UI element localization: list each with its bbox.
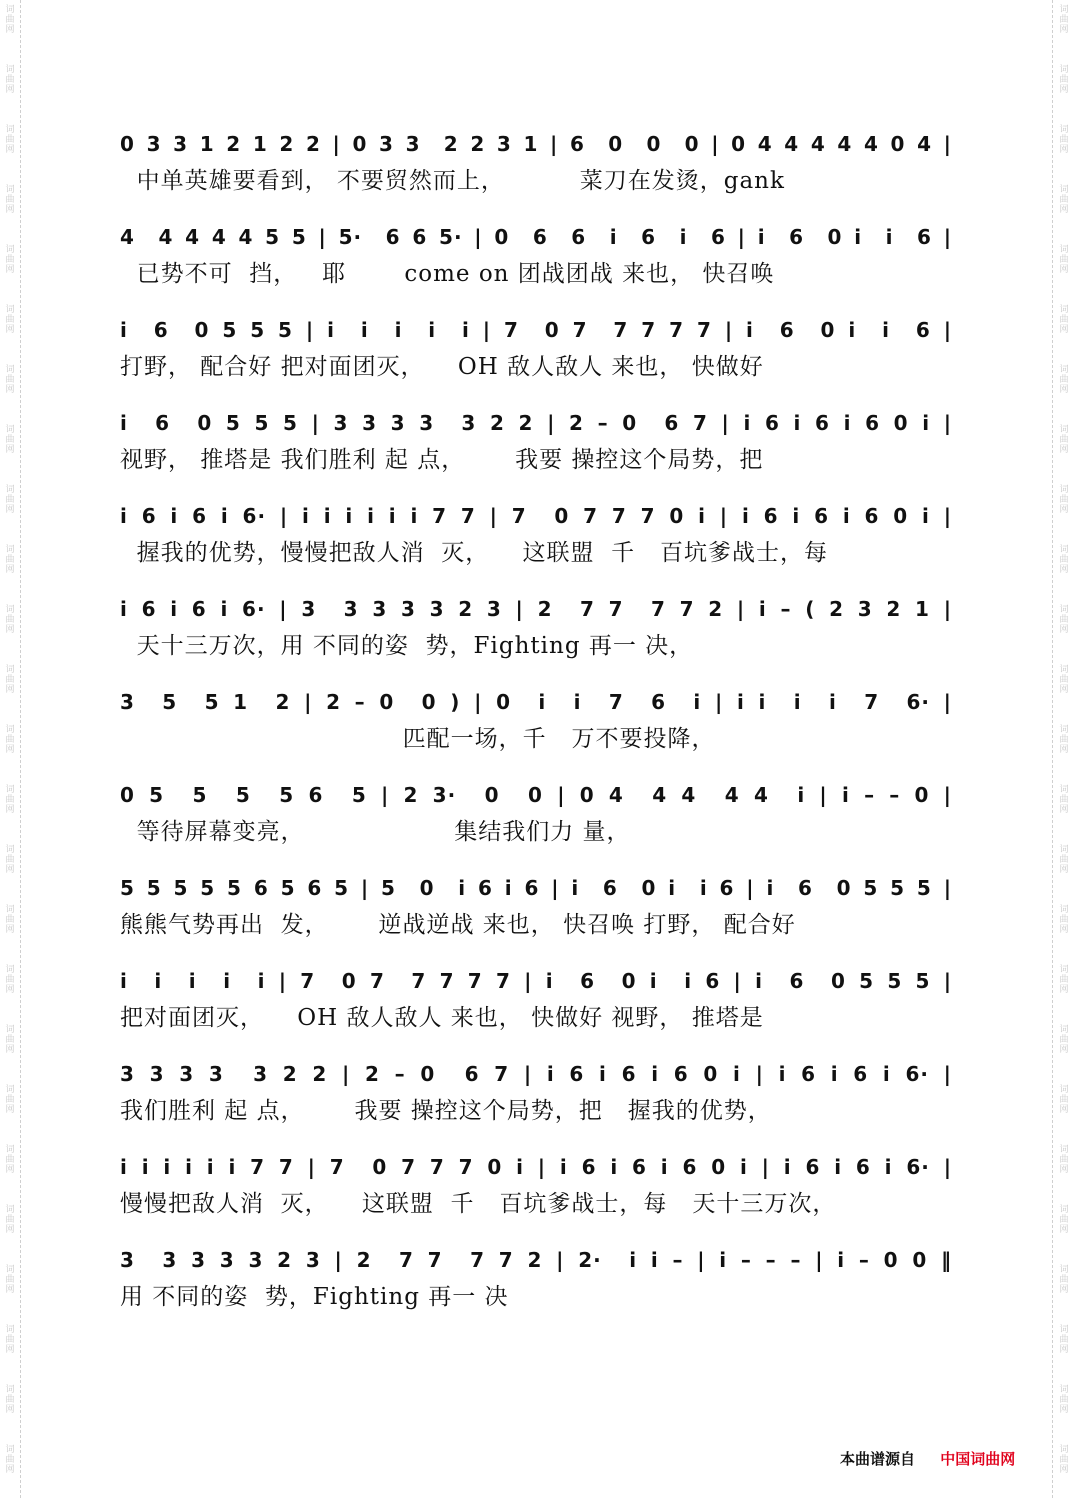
watermark-text: 词曲网 [5,665,15,695]
source-label: 本曲谱源自 [840,1450,916,1468]
watermark-text: 词曲网 [1059,605,1069,635]
watermark-text: 词曲网 [1059,965,1069,995]
watermark-text: 词曲网 [5,1385,15,1415]
watermark-text: 词曲网 [1059,1025,1069,1055]
notation-row: 0 3 3 1 2 1 2 2 | 0 3 3 2 2 3 1 | 6 0 0 0 | 0 4 4 4 4 4 0 4 | [120,132,952,156]
lyrics-row: 用 不同的姿 势，Fighting 再一 决 [120,1284,509,1310]
watermark-text: 词曲网 [5,845,15,875]
score-line [120,490,960,583]
score-line [120,1141,960,1234]
watermark-text: 词曲网 [1059,185,1069,215]
watermark-text: 词曲网 [5,905,15,935]
score-line [120,211,960,304]
lyrics-row: 已势不可 挡， 耶 come on 团战团战 来也， 快召唤 [120,261,775,287]
watermark-text: 词曲网 [1059,245,1069,275]
watermark-text: 词曲网 [5,1205,15,1235]
watermark-text: 词曲网 [5,1265,15,1295]
watermark-text: 词曲网 [1059,425,1069,455]
watermark-text: 词曲网 [1059,785,1069,815]
watermark-text: 词曲网 [1059,845,1069,875]
watermark-text: 词曲网 [5,125,15,155]
lyrics-row: 匹配一场，千 万不要投降， [120,726,716,752]
watermark-text: 词曲网 [5,1085,15,1115]
lyrics-row: 熊熊气势再出 发， 逆战逆战 来也， 快召唤 打野， 配合好 [120,912,796,938]
site-name-link[interactable]: 中国词曲网 [940,1450,1016,1468]
watermark-text: 词曲网 [1059,665,1069,695]
score-line [120,583,960,676]
score-line [120,1048,960,1141]
watermark-text: 词曲网 [1059,1265,1069,1295]
score-line [120,118,960,211]
watermark-text: 词曲网 [1059,65,1069,95]
watermark-text: 词曲网 [5,1445,15,1475]
watermark-text: 词曲网 [5,1325,15,1355]
watermark-text: 词曲网 [1059,365,1069,395]
lyrics-row: 等待屏幕变亮， 集结我们力 量， [120,819,631,845]
watermark-text: 词曲网 [5,605,15,635]
notation-row: i 6 i 6 i 6· | 3 3 3 3 3 2 3 | 2 7 7 7 7 2 | i – ( 2 3 2 1 | [120,597,952,621]
left-watermark-strip [2,0,18,1498]
lyrics-row: 打野， 配合好 把对面团灭， OH 敌人敌人 来也， 快做好 [120,354,764,380]
right-watermark-strip [1056,0,1072,1498]
watermark-text: 词曲网 [5,245,15,275]
watermark-text: 词曲网 [5,425,15,455]
lyrics-row: 中单英雄要看到， 不要贸然而上， 菜刀在发烫，gank [120,168,785,194]
watermark-text: 词曲网 [1059,545,1069,575]
watermark-text: 词曲网 [1059,305,1069,335]
watermark-text: 词曲网 [1059,1385,1069,1415]
notation-row: 5 5 5 5 5 6 5 6 5 | 5 0 i 6 i 6 | i 6 0 i i 6 | i 6 0 5 5 5 | [120,876,952,900]
notation-row: 3 5 5 1 2 | 2 – 0 0 ) | 0 i i 7 6 i | i i i i 7 6· | [120,690,952,714]
right-page-edge [1052,0,1054,1498]
notation-row: 0 5 5 5 5 6 5 | 2 3· 0 0 | 0 4 4 4 4 4 i | i – – 0 | [120,783,952,807]
lyrics-row: 视野， 推塔是 我们胜利 起 点， 我要 操控这个局势，把 [120,447,764,473]
watermark-text: 词曲网 [1059,905,1069,935]
watermark-text: 词曲网 [5,305,15,335]
score-line [120,955,960,1048]
watermark-text: 词曲网 [5,185,15,215]
watermark-text: 词曲网 [1059,1445,1069,1475]
watermark-text: 词曲网 [5,785,15,815]
notation-row: 4 4 4 4 4 5 5 | 5· 6 6 5· | 0 6 6 i 6 i 6 | i 6 0 i i 6 | [120,225,952,249]
score-line [120,1234,960,1327]
lyrics-row: 把对面团灭， OH 敌人敌人 来也， 快做好 视野， 推塔是 [120,1005,764,1031]
lyrics-row: 天十三万次，用 不同的姿 势，Fighting 再一 决， [120,633,694,659]
notation-row: i 6 0 5 5 5 | i i i i i | 7 0 7 7 7 7 7 | i 6 0 i i 6 | [120,318,952,342]
score-line [120,676,960,769]
notation-row: 3 3 3 3 3 2 3 | 2 7 7 7 7 2 | 2· i i – | i – – – | i – 0 0 ‖ [120,1248,952,1272]
watermark-text: 词曲网 [5,725,15,755]
score-line [120,769,960,862]
score-line [120,862,960,955]
watermark-text: 词曲网 [5,1145,15,1175]
lyrics-row: 慢慢把敌人消 灭， 这联盟 千 百坑爹战士，每 天十三万次， [120,1191,837,1217]
lyrics-row: 我们胜利 起 点， 我要 操控这个局势，把 握我的优势， [120,1098,772,1124]
watermark-text: 词曲网 [5,545,15,575]
source-footer [840,1448,1015,1469]
watermark-text: 词曲网 [1059,725,1069,755]
watermark-text: 词曲网 [5,485,15,515]
watermark-text: 词曲网 [1059,1325,1069,1355]
watermark-text: 词曲网 [1059,1085,1069,1115]
watermark-text: 词曲网 [1059,1145,1069,1175]
notation-row: i 6 0 5 5 5 | 3 3 3 3 3 2 2 | 2 – 0 6 7 | i 6 i 6 i 6 0 i | [120,411,952,435]
notation-row: i 6 i 6 i 6· | i i i i i i 7 7 | 7 0 7 7 7 0 i | i 6 i 6 i 6 0 i | [120,504,952,528]
watermark-text: 词曲网 [1059,5,1069,35]
music-score [120,118,960,1327]
lyrics-row: 握我的优势，慢慢把敌人消 灭， 这联盟 千 百坑爹战士，每 [120,540,829,566]
watermark-text: 词曲网 [1059,125,1069,155]
watermark-text: 词曲网 [5,1025,15,1055]
watermark-text: 词曲网 [5,965,15,995]
left-page-edge [20,0,22,1498]
watermark-text: 词曲网 [5,65,15,95]
score-line [120,304,960,397]
notation-row: i i i i i | 7 0 7 7 7 7 7 | i 6 0 i i 6 | i 6 0 5 5 5 | [120,969,952,993]
watermark-text: 词曲网 [1059,1205,1069,1235]
notation-row: 3 3 3 3 3 2 2 | 2 – 0 6 7 | i 6 i 6 i 6 0 i | i 6 i 6 i 6· | [120,1062,952,1086]
watermark-text: 词曲网 [5,365,15,395]
score-line [120,397,960,490]
notation-row: i i i i i i 7 7 | 7 0 7 7 7 0 i | i 6 i 6 i 6 0 i | i 6 i 6 i 6· | [120,1155,952,1179]
watermark-text: 词曲网 [5,5,15,35]
watermark-text: 词曲网 [1059,485,1069,515]
